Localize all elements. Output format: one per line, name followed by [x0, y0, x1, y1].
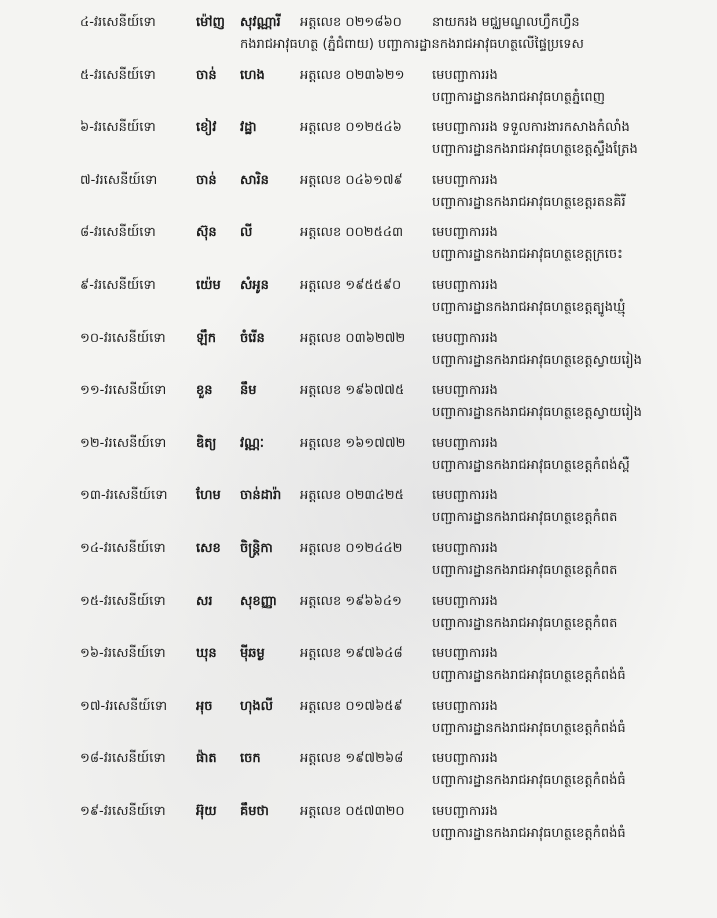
position-title: មេបញ្ជាការរង: [432, 751, 498, 767]
surname: សរ: [196, 593, 213, 609]
surname: អុច: [196, 698, 213, 714]
rank-label: ១៥-វរសេនីយ៍ទោ: [80, 593, 166, 609]
position-title: មេបញ្ជាការរង: [432, 383, 498, 399]
position-title: មេបញ្ជាការរង: [432, 488, 498, 504]
rank-label: ១២-វរសេនីយ៍ទោ: [80, 435, 167, 451]
list-item: [0, 14, 717, 72]
unit-name: បញ្ជាការដ្ឋានកងរាជអាវុធហត្ថខេត្តកំពង់ស្ពឺ: [432, 457, 630, 473]
id-number: អត្តលេខ ០៣៦២៧២: [300, 330, 406, 346]
list-item: [0, 224, 717, 282]
rank-label: ១៣-វរសេនីយ៍ទោ: [80, 488, 168, 504]
surname: ម៉ៅញ: [196, 15, 225, 30]
surname: អ៊ុយ: [196, 804, 217, 819]
position-title: មេបញ្ជាការរង: [432, 646, 498, 662]
list-item: [0, 382, 717, 440]
surname: ឡឹក: [196, 330, 216, 346]
given-name: ចិន្ដ្រិកា: [240, 541, 273, 556]
list-item: [0, 540, 717, 598]
id-number: អត្តលេខ ០១២៤៤២: [300, 541, 403, 556]
position-title: មេបញ្ជាការរង: [432, 330, 498, 346]
surname: ហែម: [196, 488, 221, 504]
list-item: [0, 277, 717, 335]
given-name: វដ្ឋា: [240, 120, 257, 136]
surname: ខៀវ: [196, 120, 217, 136]
surname: ឌិត្យ: [196, 435, 217, 451]
unit-name: បញ្ជាការដ្ឋានកងរាជអាវុធហត្ថខេត្តស្វាយរៀង: [432, 352, 642, 368]
id-number: អត្តលេខ ០០២៥៤៣: [300, 225, 404, 241]
id-number: អត្តលេខ ០២១៨៦០: [300, 15, 402, 30]
id-number: អត្តលេខ ១៩៦៧៧៥: [300, 383, 405, 399]
id-number: អត្តលេខ ០៤៦១៧៩: [300, 172, 403, 188]
rank-label: ១៦-វរសេនីយ៍ទោ: [80, 646, 166, 662]
surname: ចាន់: [196, 172, 217, 188]
rank-label: ១៩-វរសេនីយ៍ទោ: [80, 804, 166, 819]
rank-label: ៤-វរសេនីយ៍ទោ: [80, 15, 156, 30]
unit-name: បញ្ជាការដ្ឋានកងរាជអាវុធហត្ថខេត្តកំពត: [432, 563, 618, 578]
rank-label: ១៤-វរសេនីយ៍ទោ: [80, 541, 166, 556]
position-title: មេបញ្ជាការរង: [432, 225, 498, 241]
list-item: [0, 330, 717, 388]
given-name: ម៉ីឆម្ង: [240, 646, 265, 662]
position-title: មេបញ្ជាការរង: [432, 172, 498, 188]
list-item: [0, 593, 717, 651]
position-title: នាយករង មជ្ឈមណ្ឌលហ្វឹកហ្វឺន: [432, 15, 580, 30]
list-item: [0, 750, 717, 808]
unit-name: កងរាជអាវុធហត្ថ (ភ្នំជំពាយ) បញ្ជាការដ្ឋានកងរាជអាវុធហត្ថលើផ្ទៃប្រទេស: [240, 37, 584, 52]
given-name: សុវណ្ណារី: [240, 15, 281, 30]
unit-name: បញ្ជាការដ្ឋានកងរាជអាវុធហត្ថខេត្តក្រចេះ: [432, 247, 623, 263]
position-title: មេបញ្ជាការរង: [432, 593, 498, 609]
rank-label: ១០-វរសេនីយ៍ទោ: [80, 330, 166, 346]
list-item: [0, 435, 717, 493]
given-name: លី: [240, 225, 253, 241]
given-name: គឹមថា: [240, 804, 269, 819]
surname: ចាន់: [196, 67, 217, 83]
unit-name: បញ្ជាការដ្ឋានកងរាជអាវុធហត្ថខេត្តត្បូងឃ្មុំ: [432, 300, 626, 315]
list-item: [0, 645, 717, 703]
id-number: អត្តលេខ ១៦១៧៧២: [300, 435, 406, 451]
rank-label: ៥-វរសេនីយ៍ទោ: [80, 67, 156, 83]
unit-name: បញ្ជាការដ្ឋានកងរាជអាវុធហត្ថខេត្តកំពត: [432, 615, 618, 631]
rank-label: ១៨-វរសេនីយ៍ទោ: [80, 751, 166, 767]
position-title: មេបញ្ជាការរង: [432, 541, 498, 556]
given-name: សុខញ្ញា: [240, 593, 277, 609]
position-title: មេបញ្ជាការរង: [432, 278, 498, 293]
surname: ឃុន: [196, 646, 217, 662]
list-item: [0, 698, 717, 756]
list-item: [0, 67, 717, 125]
rank-label: ១១-វរសេនីយ៍ទោ: [80, 383, 167, 399]
position-title: មេបញ្ជាការរង: [432, 698, 498, 714]
given-name: ហុងលី: [240, 698, 274, 714]
surname: ផ៉ាត: [196, 751, 217, 767]
id-number: អត្តលេខ ១៩៧២៦៨: [300, 751, 404, 767]
id-number: អត្តលេខ ០២៣៦២១: [300, 67, 405, 83]
id-number: អត្តលេខ ១៩៧៦៤៨: [300, 646, 403, 662]
unit-name: បញ្ជាការដ្ឋានកងរាជអាវុធហត្ថខេត្តកំពង់ធំ: [432, 720, 626, 736]
list-item: [0, 487, 717, 545]
given-name: សារិន: [240, 172, 269, 188]
surname: សេខ: [196, 541, 221, 556]
given-name: ចំរើន: [240, 330, 265, 346]
unit-name: បញ្ជាការដ្ឋានកងរាជអាវុធហត្ថខេត្តស្វាយរៀង: [432, 405, 642, 421]
list-item: [0, 172, 717, 230]
surname: ខួន: [196, 383, 213, 399]
given-name: វណ្ណៈ: [240, 435, 264, 451]
given-name: សំអូន: [240, 278, 269, 293]
rank-label: ១៧-វរសេនីយ៍ទោ: [80, 698, 168, 714]
rank-label: ៩-វរសេនីយ៍ទោ: [80, 278, 156, 293]
position-title: មេបញ្ជាការរង: [432, 804, 498, 819]
surname: យ៉េម: [196, 278, 221, 293]
position-title: មេបញ្ជាការរង: [432, 435, 498, 451]
given-name: នឹម: [240, 383, 257, 399]
unit-name: បញ្ជាការដ្ឋានកងរាជអាវុធហត្ថខេត្តរតនគិរី: [432, 194, 626, 210]
unit-name: បញ្ជាការដ្ឋានកងរាជអាវុធហត្ថខេត្តស្ទឹងត្រែង: [432, 142, 638, 158]
id-number: អត្តលេខ ០៥៧៣២០: [300, 804, 405, 819]
position-title: មេបញ្ជាការរង: [432, 67, 498, 83]
unit-name: បញ្ជាការដ្ឋានកងរាជអាវុធហត្ថភ្នំពេញ: [432, 89, 606, 105]
id-number: អត្តលេខ ១៩៦៦៤១: [300, 593, 402, 609]
rank-label: ៦-វរសេនីយ៍ទោ: [80, 120, 156, 136]
list-item: [0, 119, 717, 177]
unit-name: បញ្ជាការដ្ឋានកងរាជអាវុធហត្ថខេត្តកំពត: [432, 510, 618, 526]
unit-name: បញ្ជាការដ្ឋានកងរាជអាវុធហត្ថខេត្តកំពង់ធំ: [432, 668, 626, 684]
id-number: អត្តលេខ ០១៧៦៥៩: [300, 698, 403, 714]
rank-label: ៨-វរសេនីយ៍ទោ: [80, 225, 156, 241]
position-title: មេបញ្ជាការរង ទទួលការងារកសាងកំលាំង: [432, 120, 630, 136]
id-number: អត្តលេខ ០២៣៤២៥: [300, 488, 404, 504]
rank-label: ៧-វរសេនីយ៍ទោ: [80, 172, 158, 188]
unit-name: បញ្ជាការដ្ឋានកងរាជអាវុធហត្ថខេត្តកំពង់ធំ: [432, 826, 626, 841]
list-item: [0, 803, 717, 861]
given-name: ហេង: [240, 67, 265, 83]
unit-name: បញ្ជាការដ្ឋានកងរាជអាវុធហត្ថខេត្តកំពង់ធំ: [432, 773, 626, 789]
surname: ស៊ុន: [196, 225, 217, 241]
id-number: អត្តលេខ ០១២៥៤៦: [300, 120, 402, 136]
given-name: ចាន់ដារ៉ា: [240, 488, 282, 504]
id-number: អត្តលេខ ១៩៥៥៩០: [300, 278, 402, 293]
given-name: ចេក: [240, 751, 261, 767]
